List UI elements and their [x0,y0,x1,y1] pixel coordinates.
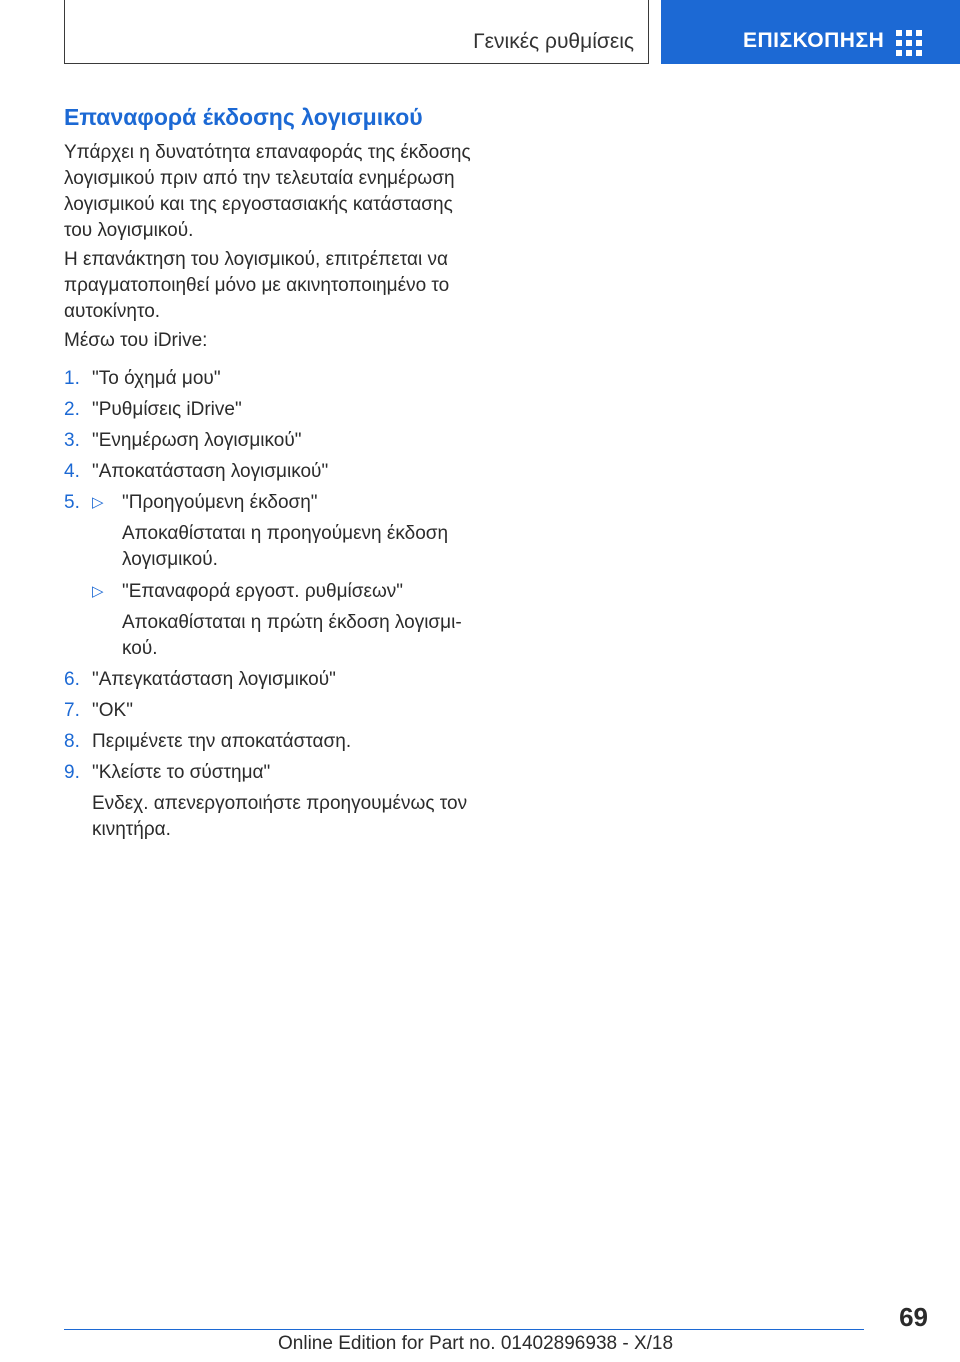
step-text: "Ρυθμίσεις iDrive" [92,399,242,420]
step-text: Περιμένετε την αποκατάσταση. [92,731,352,752]
grid-icon [896,30,922,56]
step-number: 6. [64,669,80,690]
step-number: 5. [64,492,80,513]
step-text: "Το όχημά μου" [92,368,221,389]
list-item [64,366,504,392]
header-section-title: Γενικές ρυθμίσεις [473,30,634,53]
overview-nav-button[interactable] [661,0,960,64]
steps-list [64,366,504,848]
list-item [64,397,504,423]
page-number: 69 [899,1302,928,1332]
sub-option [92,490,504,573]
sub-option [92,579,504,662]
step-text: "Ενημέρωση λογισμικού" [92,430,302,451]
header-section-box [64,0,649,64]
step-number: 3. [64,430,80,451]
page-title: Επαναφορά έκδοσης λογισμικού [64,104,423,130]
step-text: "OK" [92,700,133,721]
list-item [64,428,504,454]
list-item [64,760,504,843]
list-item [64,490,504,662]
step-number: 8. [64,731,80,752]
sub-option-label: "Επαναφορά εργοστ. ρυθμίσεων" [122,581,404,602]
list-item [64,729,504,755]
list-item [64,667,504,693]
step-number: 9. [64,762,80,783]
restriction-paragraph: Η επανάκτηση του λογισμικού, επιτρέπεται να πραγματοποιηθεί μόνο με ακινητοποιημένο το αυτοκίνητο. [64,249,450,322]
list-item [64,459,504,485]
footer-edition: Online Edition for Part no. 01402896938 - X/18 [278,1333,674,1354]
step-number: 1. [64,368,80,389]
sub-option-desc: Αποκαθίσταται η προηγούμενη έκδοση λογισμικού. [122,523,449,570]
list-item [64,698,504,724]
intro-paragraph: Υπάρχει η δυνατότητα επαναφοράς της έκδοσης λογισμικού πριν από την τελευταία ενημέρωση λογισμικού και της εργοστασιακής κατάστασης του λογισμικού. [64,142,471,241]
overview-nav-label: ΕΠΙΣΚΟΠΗΣΗ [743,29,885,52]
via-idrive-text: Μέσω του iDrive: [64,330,208,351]
sub-option-label: "Προηγούμενη έκδοση" [122,492,318,513]
sub-option-desc: Αποκαθίσταται η πρώτη έκδοση λογισμι-κού. [122,612,462,659]
step-text: "Απεγκατάσταση λογισμικού" [92,669,336,690]
step-text: "Αποκατάσταση λογισμικού" [92,461,329,482]
step-number: 2. [64,399,80,420]
triangle-right-icon: ▷ [92,494,104,511]
step-number: 7. [64,700,80,721]
footer-divider [64,1329,864,1330]
step-text: "Κλείστε το σύστημα" [92,762,271,783]
step-number: 4. [64,461,80,482]
step-desc: Ενδεχ. απενεργοποιήστε προηγουμένως τον κινητήρα. [92,793,468,840]
triangle-right-icon: ▷ [92,583,104,600]
